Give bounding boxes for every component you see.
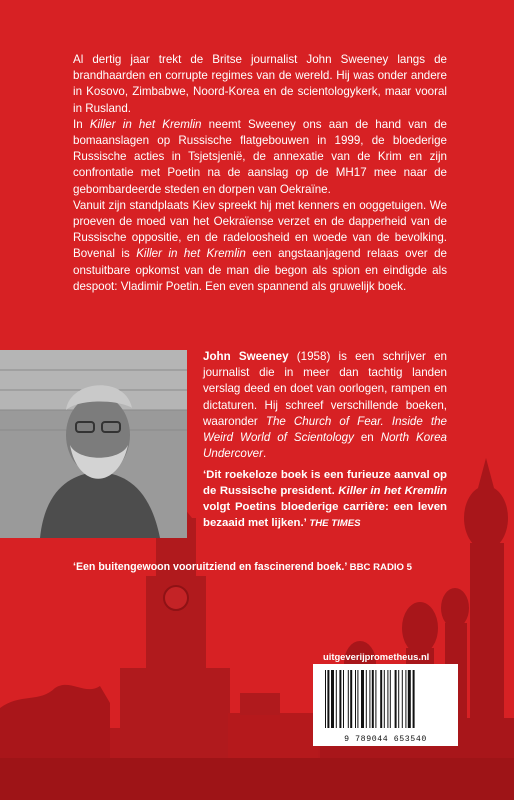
quote-text: ‘Een buitengewoon vooruitziend en fascinerend boek.’ — [73, 561, 350, 573]
barcode-bar — [348, 670, 349, 728]
barcode-bar — [331, 670, 334, 728]
text-run: Vanuit zijn standplaats Kiev spreekt hij met kenners en ooggetuigen. We proeven de moed van het Oekraïense verzet en de dapperheid van de Russische oppositie, en de radeloosheid en woede van de bevolking. Bovenal is — [73, 198, 447, 261]
barcode-bar — [384, 670, 385, 728]
blurb-text — [73, 52, 447, 295]
text-run: en — [353, 431, 381, 445]
barcode-bar — [372, 670, 374, 728]
barcode-bar — [366, 670, 367, 728]
publisher-url: uitgeverijprometheus.nl — [323, 651, 430, 662]
review-quote-bbc — [73, 560, 453, 575]
isbn-number: 9 789044 653540 — [344, 735, 427, 744]
text-run: een angstaanjagend relaas over de onstuitbare opkomst van de man die begon als spion en eindigde als despoot: Vladimir Poetin. Een even spannend als gruwelijk boek. — [73, 247, 447, 293]
barcode-bar — [369, 670, 370, 728]
barcode-bar — [361, 670, 364, 728]
barcode-bar — [398, 670, 399, 728]
text-run: (1958) is een schrijver en journalist die in meer dan tachtig landen verslag deed en doet van oorlogen, rampen en dictaturen. Hij schreef verschillende boeken, waaronder — [203, 350, 448, 428]
barcode-bar — [339, 670, 341, 728]
barcode-bar — [375, 670, 376, 728]
book-title: North Korea Undercover — [203, 431, 447, 461]
text-run: . — [262, 447, 267, 461]
text-run: neemt Sweeney ons aan de hand van de bomaanslagen op Russische flatgebouwen in 1999, de bloederige Russische acties in Tsjetsjenië, de annexatie van de Krim en zijn confrontatie met Poetin na de aanslag op de MH17 mee naar de gebombardeerde steden en dorpen van Oekraïne. — [73, 117, 448, 196]
author-name: John Sweeney — [203, 350, 289, 363]
barcode-bar — [395, 670, 397, 728]
blurb-paragraph-1: Al dertig jaar trekt de Britse journalist John Sweeney langs de brandhaarden en corrupte regimes van de wereld. Hij was onder andere in Kosovo, Zimbabwe, Noord-Korea en de scientologykerk, maar vooral in Rusland. — [73, 53, 447, 115]
barcode-bar — [336, 670, 337, 728]
author-photo — [0, 350, 187, 538]
barcode-bar — [357, 670, 358, 728]
barcode-bar — [327, 670, 329, 728]
barcode-bar — [413, 670, 415, 728]
book-title: Killer in het Kremlin — [89, 117, 202, 131]
blurb-paragraph-2 — [73, 117, 447, 198]
barcode-bar — [343, 670, 344, 728]
blurb-paragraph-3 — [73, 198, 447, 295]
author-bio — [203, 349, 447, 462]
barcode-bar — [402, 670, 403, 728]
barcode — [313, 664, 458, 746]
bio-paragraph — [203, 349, 447, 462]
barcode-bar — [408, 670, 411, 728]
book-title: The Church of Fear. Inside the Weird World of Scientology — [203, 414, 447, 445]
barcode-bar — [387, 670, 388, 728]
book-title: Killer in het Kremlin — [136, 247, 246, 261]
barcode-bar — [325, 670, 326, 728]
quote-text: ‘Dit roekeloze boek is een furieuze aanval op de Russische president. — [203, 469, 447, 497]
quote-source: THE TIMES — [309, 518, 361, 529]
barcode-bar — [390, 670, 391, 728]
barcode-bar — [350, 670, 352, 728]
barcode-bar — [405, 670, 406, 728]
book-title: Killer in het Kremlin — [338, 485, 447, 497]
text-run: In — [73, 117, 90, 131]
quote-text: volgt Poetins bloederige carrière: een leven bezaaid met lijken.’ — [203, 501, 447, 529]
barcode-bar — [380, 670, 382, 728]
review-quote-times — [203, 467, 447, 532]
barcode-bar — [355, 670, 356, 728]
quote-source: BBC RADIO 5 — [349, 562, 413, 573]
barcode-bars — [313, 664, 458, 734]
